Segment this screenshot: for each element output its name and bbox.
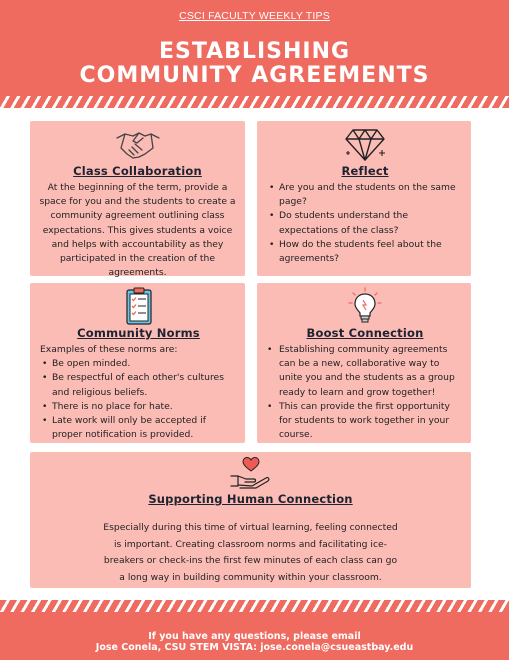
title-line-1: ESTABLISHING xyxy=(158,39,351,64)
card-supporting-human-connection xyxy=(30,452,471,588)
card-title: Class Collaboration xyxy=(73,164,202,178)
card-title: Supporting Human Connection xyxy=(148,492,353,506)
title-line-2: COMMUNITY AGREEMENTS xyxy=(79,63,430,88)
card-title: Reflect xyxy=(341,164,389,178)
footer xyxy=(0,612,509,660)
list-item: • Be respectful of each other's cultures and religious beliefs. xyxy=(40,371,237,399)
card-reflect xyxy=(257,121,471,276)
list-item: • Are you and the students on the same page? xyxy=(267,181,463,209)
footer-contact: Jose Conela, CSU STEM VISTA: jose.conela@csueastbay.edu xyxy=(95,642,414,653)
card-class-collaboration xyxy=(30,121,245,279)
card-body: Especially during this time of virtual learning, feeling connected is important. Creating classroom norms and facilitating ice-breakers or check-ins the first few minutes of each class can go a long way in building community within your classroom. xyxy=(103,522,398,583)
list-item: • This can provide the first opportunity for students to work together in your course. xyxy=(267,400,463,443)
footer-line-1: If you have any questions, please email xyxy=(148,631,361,642)
reflect-question-list xyxy=(267,181,463,266)
page-title xyxy=(0,40,509,88)
norms-list xyxy=(40,357,237,442)
card-community-norms xyxy=(30,283,245,443)
card-title: Community Norms xyxy=(77,326,200,340)
card-body: At the beginning of the term, provide a space for you and the students to create a community agreement outlining class expectations. This gives students a voice and helps with accountability as they participated in the creation of the agreements. xyxy=(39,182,236,279)
stripe-divider-top xyxy=(0,96,509,108)
list-item: • Do students understand the expectations of the class? xyxy=(267,209,463,237)
list-item: • There is no place for hate. xyxy=(40,400,237,414)
card-lead-text: Examples of these norms are: xyxy=(40,344,178,355)
heart-in-hand-icon xyxy=(228,454,274,490)
diamond-icon xyxy=(342,124,388,164)
stripe-divider-bottom xyxy=(0,600,509,612)
list-item: • Establishing community agreements can be a new, collaborative way to unite you and the students as a group ready to learn and grow together! xyxy=(267,343,463,400)
header-banner xyxy=(0,0,509,108)
kicker-text: CSCI FACULTY WEEKLY TIPS xyxy=(179,10,330,22)
card-title: Boost Connection xyxy=(306,326,424,340)
boost-list xyxy=(267,343,463,442)
list-item: • How do the students feel about the agreements? xyxy=(267,238,463,266)
list-item: • Be open minded. xyxy=(40,357,237,371)
list-item: • Late work will only be accepted if proper notification is provided. xyxy=(40,414,237,442)
lightbulb-icon xyxy=(342,286,388,326)
clipboard-checklist-icon xyxy=(116,286,162,326)
handshake-icon xyxy=(115,124,161,164)
card-boost-connection xyxy=(257,283,471,443)
